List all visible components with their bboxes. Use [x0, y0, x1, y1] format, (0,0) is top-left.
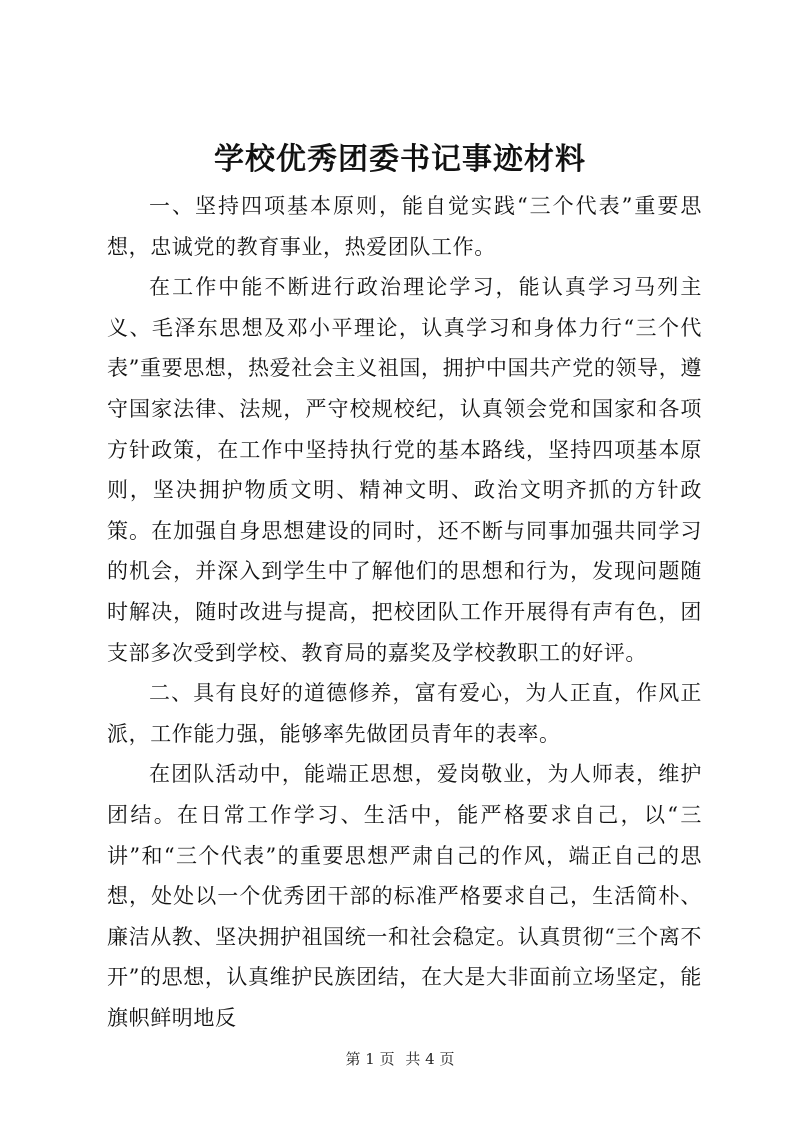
document-title: 学校优秀团委书记事迹材料 — [214, 142, 586, 177]
document-body — [107, 186, 702, 1038]
paragraph-moral-cultivation: 二、具有良好的道德修养，富有爱心，为人正直，作风正派，工作能力强，能够率先做团员青年的表率。 — [107, 681, 702, 746]
page-total: 共 4 页 — [405, 1050, 455, 1068]
page-footer — [0, 1048, 800, 1069]
paragraph-team-activities: 在团队活动中，能端正思想，爱岗敬业，为人师表，维护团结。在日常工作学习、生活中，能严格要求自己，以“三讲”和“三个代表”的重要思想严肃自己的作风，端正自己的思想，处处以一个优秀团干部的标准严格要求自己，生活简朴、廉洁从教、坚决拥护祖国统一和社会稳定。认真贯彻“三个离不开”的思想，认真维护民族团结，在大是大非面前立场坚定，能旗帜鲜明地反 — [107, 762, 702, 1030]
page-number: 第 1 页 — [345, 1050, 395, 1068]
paragraph-principles: 一、坚持四项基本原则，能自觉实践“三个代表”重要思想，忠诚党的教育事业，热爱团队工作。 — [107, 194, 702, 259]
paragraph-theory-study: 在工作中能不断进行政治理论学习，能认真学习马列主义、毛泽东思想及邓小平理论，认真学习和身体力行“三个代表”重要思想，热爱社会主义祖国，拥护中国共产党的领导，遵守国家法律、法规，严守校规校纪，认真领会党和国家和各项方针政策，在工作中坚持执行党的基本路线，坚持四项基本原则，坚决拥护物质文明、精神文明、政治文明齐抓的方针政策。在加强自身思想建设的同时，还不断与同事加强共同学习的机会，并深入到学生中了解他们的思想和行为，发现问题随时解决，随时改进与提高，把校团队工作开展得有声有色，团支部多次受到学校、教育局的嘉奖及学校教职工的好评。 — [107, 275, 702, 665]
